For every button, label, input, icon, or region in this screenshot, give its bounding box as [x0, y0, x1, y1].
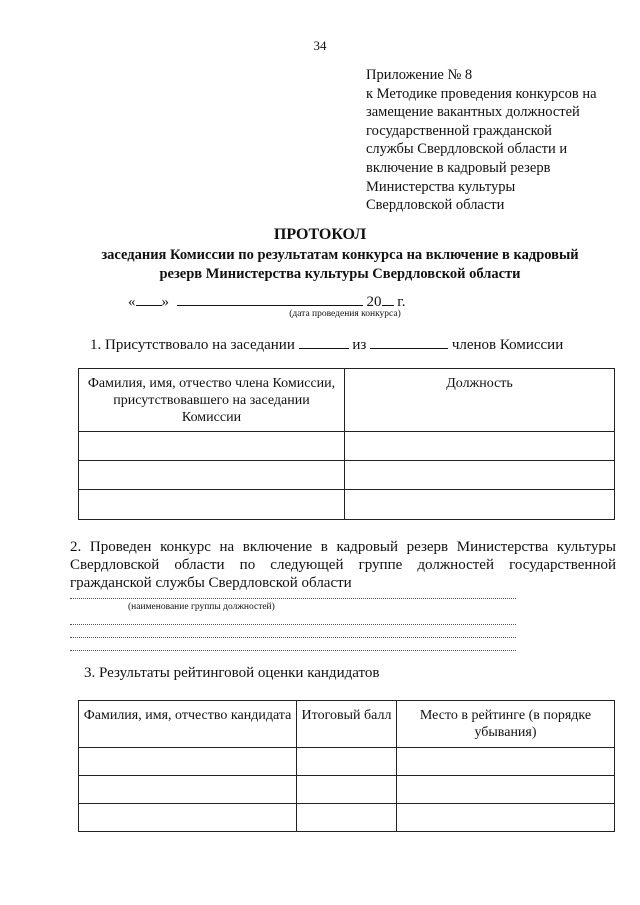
table-cell[interactable]: [397, 804, 615, 832]
table-row: [79, 776, 615, 804]
group-name-line[interactable]: [70, 624, 516, 625]
table-row: [79, 804, 615, 832]
table-row: [79, 490, 615, 520]
table-cell[interactable]: [397, 776, 615, 804]
group-caption: (наименование группы должностей): [128, 602, 275, 612]
close-quote: »: [161, 294, 169, 310]
present-count-blank: [299, 335, 349, 349]
appendix-line: к Методике проведения конкурсов на: [366, 85, 597, 102]
document-subtitle: [60, 246, 620, 283]
section-1-attendance: [90, 335, 563, 354]
subtitle-line: резерв Министерства культуры Свердловской области: [159, 265, 521, 282]
month-blank: [177, 292, 363, 306]
table-row: [79, 748, 615, 776]
appendix-line: Министерства культуры: [366, 178, 516, 195]
subtitle-line: заседания Комиссии по результатам конкурса на включение в кадровый: [101, 247, 579, 263]
page-number: 34: [313, 38, 327, 53]
section-3-heading: 3. Результаты рейтинговой оценки кандидатов: [84, 665, 380, 681]
document-title: ПРОТОКОЛ: [273, 226, 367, 243]
appendix-block: [366, 66, 636, 215]
table-row: [79, 432, 615, 461]
group-name-line[interactable]: [70, 650, 516, 651]
table-cell[interactable]: [297, 804, 397, 832]
table-cell[interactable]: [297, 776, 397, 804]
rating-results-table: [78, 700, 615, 832]
section-2-text: 2. Проведен конкурс на включение в кадровый резерв Министерства культуры Свердловской области по следующей группе должностей государственной гражданской службы Свердловской области: [70, 539, 616, 591]
year-blank: [382, 292, 394, 306]
table-cell[interactable]: [397, 748, 615, 776]
appendix-line: Приложение № 8: [366, 67, 473, 83]
header-total-score: Итоговый балл: [297, 701, 397, 748]
table-cell[interactable]: [79, 490, 345, 520]
attendance-middle: из: [352, 337, 367, 353]
table-cell[interactable]: [345, 461, 615, 490]
year-prefix: 20: [366, 294, 382, 310]
table-cell[interactable]: [79, 461, 345, 490]
attendance-prefix: 1. Присутствовало на заседании: [90, 337, 295, 353]
table-cell[interactable]: [79, 432, 345, 461]
header-rating-place: Место в рейтинге (в порядке убывания): [397, 701, 615, 748]
attendance-suffix: членов Комиссии: [451, 337, 564, 353]
header-member-name: Фамилия, имя, отчество члена Комиссии, присутствовавшего на заседании Комиссии: [79, 369, 345, 432]
appendix-line: включение в кадровый резерв: [366, 159, 551, 176]
table-cell[interactable]: [79, 748, 297, 776]
appendix-line: государственной гражданской: [366, 122, 552, 139]
appendix-line: Свердловской области: [366, 197, 505, 214]
table-header-row: [79, 701, 615, 748]
commission-members-table: [78, 368, 615, 520]
header-position: Должность: [345, 369, 615, 432]
header-candidate-name: Фамилия, имя, отчество кандидата: [79, 701, 297, 748]
table-header-row: [79, 369, 615, 432]
table-cell[interactable]: [79, 804, 297, 832]
table-cell[interactable]: [345, 432, 615, 461]
table-cell[interactable]: [79, 776, 297, 804]
open-quote: «: [128, 294, 136, 310]
table-cell[interactable]: [345, 490, 615, 520]
date-caption: (дата проведения конкурса): [289, 309, 401, 319]
appendix-line: замещение вакантных должностей: [366, 104, 580, 121]
table-row: [79, 461, 615, 490]
day-blank: [136, 292, 162, 306]
total-count-blank: [370, 335, 448, 349]
group-name-line[interactable]: [70, 637, 516, 638]
table-cell[interactable]: [297, 748, 397, 776]
appendix-line: службы Свердловской области и: [366, 141, 568, 158]
group-name-line[interactable]: [70, 598, 516, 599]
year-suffix: г.: [397, 294, 406, 310]
